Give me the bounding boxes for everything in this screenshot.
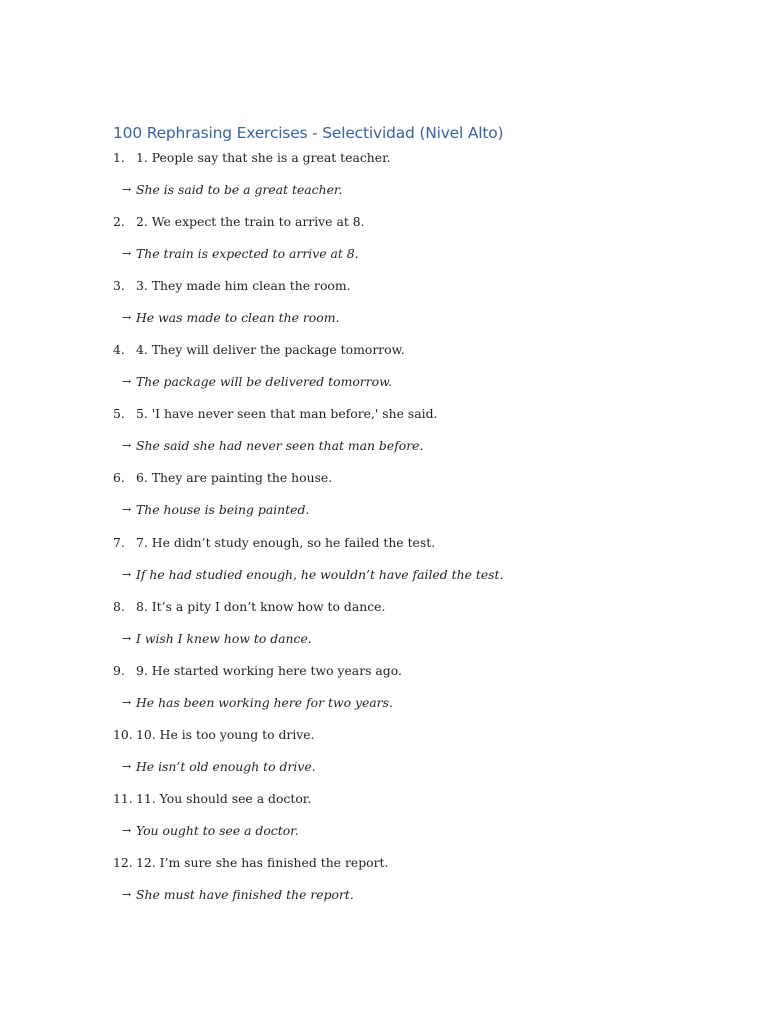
question-text: 2. We expect the train to arrive at 8. [136, 214, 365, 230]
list-item [113, 790, 713, 854]
arrow-icon: → [122, 567, 132, 581]
answer-text: If he had studied enough, he wouldn’t have failed the test. [136, 566, 504, 582]
list-item [113, 662, 713, 726]
list-item [113, 726, 713, 790]
answer-text: The train is expected to arrive at 8. [136, 246, 359, 262]
arrow-icon: → [122, 503, 132, 517]
question-text: 6. They are painting the house. [136, 470, 333, 486]
list-item [113, 405, 713, 469]
arrow-icon: → [122, 631, 132, 645]
list-item [113, 213, 713, 277]
list-number: 1. [113, 150, 125, 165]
answer-text: The package will be delivered tomorrow. [136, 374, 393, 390]
list-number: 2. [113, 214, 125, 230]
answer-text: He has been working here for two years. [136, 694, 393, 710]
list-item [113, 341, 713, 405]
answer-text: I wish I knew how to dance. [136, 630, 312, 646]
list-number: 11. [113, 790, 133, 806]
list-number: 12. [113, 855, 133, 871]
document-title: 100 Rephrasing Exercises - Selectividad (Nivel Alto) [113, 124, 504, 142]
question-text: 4. They will deliver the package tomorrow. [136, 342, 405, 358]
list-item [113, 277, 713, 341]
arrow-icon: → [122, 695, 132, 709]
question-text: 11. You should see a doctor. [136, 790, 312, 806]
list-number: 10. [113, 726, 133, 742]
list-number: 9. [113, 662, 125, 678]
question-text: 10. He is too young to drive. [136, 726, 315, 742]
question-text: 5. 'I have never seen that man before,' she said. [136, 406, 438, 422]
list-number: 7. [113, 534, 125, 550]
arrow-icon: → [122, 311, 132, 325]
question-text: 8. It’s a pity I don’t know how to dance. [136, 598, 386, 614]
answer-text: You ought to see a doctor. [136, 822, 299, 838]
answer-text: He isn’t old enough to drive. [136, 758, 316, 774]
list-number: 4. [113, 342, 125, 358]
list-item [113, 469, 713, 533]
answer-text: She must have finished the report. [136, 887, 354, 903]
list-item [113, 598, 713, 662]
arrow-icon: → [122, 888, 132, 902]
answer-text: She is said to be a great teacher. [136, 182, 343, 197]
list-number: 6. [113, 470, 125, 486]
answer-text: She said she had never seen that man before. [136, 438, 424, 454]
arrow-icon: → [122, 183, 132, 196]
list-number: 5. [113, 406, 125, 422]
answer-text: He was made to clean the room. [136, 310, 340, 326]
question-text: 7. He didn’t study enough, so he failed the test. [136, 534, 436, 550]
list-number: 3. [113, 278, 125, 294]
answer-text: The house is being painted. [136, 502, 310, 518]
list-item [113, 534, 713, 598]
question-text: 1. People say that she is a great teacher. [136, 150, 391, 165]
list-number: 8. [113, 598, 125, 614]
question-text: 3. They made him clean the room. [136, 278, 351, 294]
arrow-icon: → [122, 759, 132, 773]
arrow-icon: → [122, 823, 132, 837]
arrow-icon: → [122, 439, 132, 453]
exercise-list [113, 149, 713, 918]
list-item [113, 854, 713, 918]
question-text: 12. I’m sure she has finished the report. [136, 855, 389, 871]
question-text: 9. He started working here two years ago. [136, 662, 402, 678]
arrow-icon: → [122, 375, 132, 389]
list-item [113, 149, 713, 213]
arrow-icon: → [122, 247, 132, 261]
